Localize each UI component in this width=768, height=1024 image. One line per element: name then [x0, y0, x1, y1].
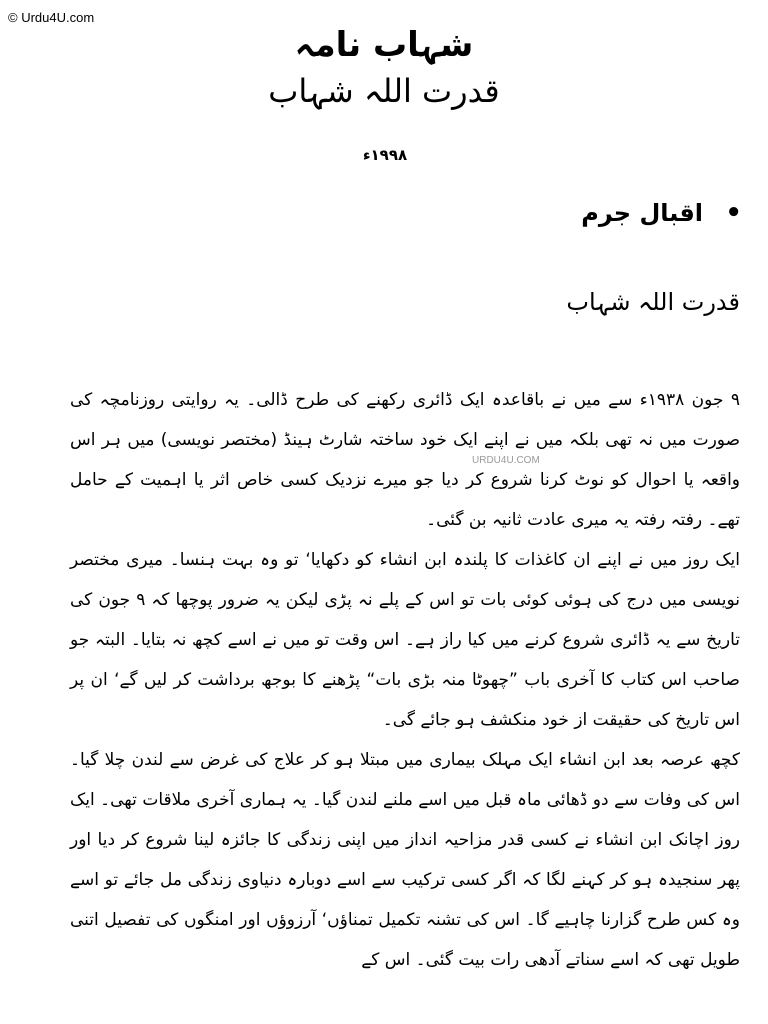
publication-year: ۱۹۹۸ء — [362, 146, 408, 164]
book-author: قدرت اللہ شہاب — [268, 72, 500, 110]
paragraph: ۹ جون ۱۹۳۸ء سے میں نے باقاعدہ ایک ڈائری رکھنے کی طرح ڈالی۔ یہ روایتی روزنامچہ کی صورت میں نہ تھی بلکہ میں نے اپنے ایک خود ساختہ شارٹ ہینڈ (مختصر نویسی) میں ہر اس واقعہ یا احوال کو نوٹ کرنا شروع کر دیا جو میرے نزدیک کسی خاص اثر یا اہمیت کے حامل تھے۔ رفتہ رفتہ یہ میری عادت ثانیہ بن گئی۔ — [70, 390, 740, 530]
book-title: شہاب نامہ — [294, 25, 474, 65]
copyright-watermark: © Urdu4U.com — [8, 10, 95, 25]
chapter-title: اقبال جرم — [581, 199, 704, 227]
bullet-icon: • — [725, 198, 742, 228]
center-watermark: URDU4U.COM — [472, 455, 540, 466]
chapter-body — [70, 380, 740, 980]
paragraph: کچھ عرصہ بعد ابن انشاء ایک مہلک بیماری میں مبتلا ہو کر علاج کی غرض سے لندن چلا گیا۔ اس کی وفات سے دو ڈھائی ماہ قبل میں اسے ملنے لندن گیا۔ یہ ہماری آخری ملاقات تھی۔ ایک روز اچانک ابن انشاء نے کسی قدر مزاحیہ انداز میں اپنی زندگی کا جائزہ لینا شروع کر دیا اور پھر سنجیدہ ہو کر کہنے لگا کہ اگر کسی ترکیب سے اسے دوبارہ دنیاوی زندگی مل جائے تو اسے وہ کس طرح گزارنا چاہیے گا۔ اس کی تشنہ تکمیل تمناؤں‘ آرزوؤں اور امنگوں کی تفصیل اتنی طویل تھی کہ اسے سناتے آدھی رات بیت گئی۔ اس کے — [70, 750, 740, 970]
chapter-byline: قدرت اللہ شہاب — [566, 288, 740, 316]
chapter-heading — [442, 198, 742, 228]
paragraph: ایک روز میں نے اپنے ان کاغذات کا پلندہ ابن انشاء کو دکھایا‘ تو وہ بہت ہنسا۔ میری مختصر نویسی میں درج کی ہوئی کوئی بات تو اس کے پلے نہ پڑی لیکن یہ ضرور پوچھا کہ ۹ جون کی تاریخ سے یہ ڈائری شروع کرنے میں کیا راز ہے۔ اس وقت تو میں نے اسے کچھ نہ بتایا۔ البتہ جو صاحب اس کتاب کا آخری باب ”چھوٹا منہ بڑی بات“ پڑھنے کا بوجھ برداشت کر لیں گے‘ ان پر اس تاریخ کی حقیقت از خود منکشف ہو جائے گی۔ — [70, 550, 740, 730]
